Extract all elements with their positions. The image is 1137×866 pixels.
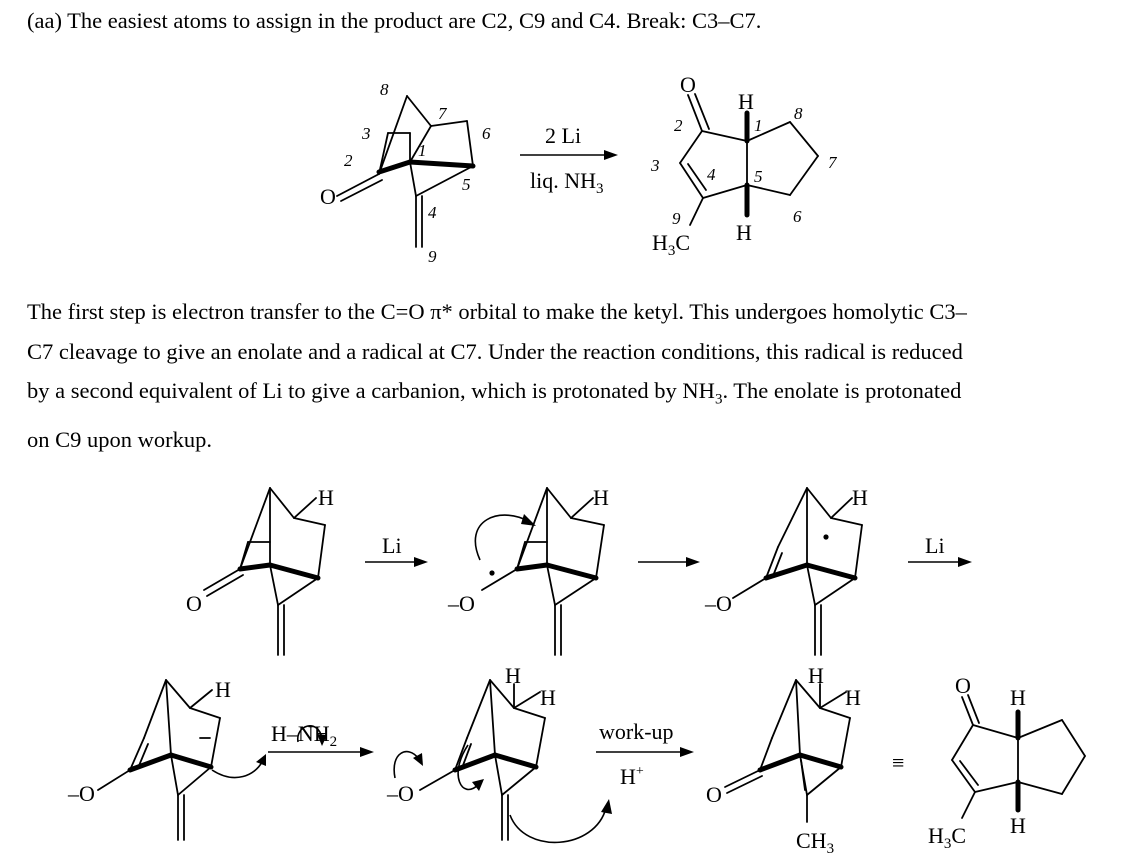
product-structure xyxy=(650,72,838,259)
atom-number: 3 xyxy=(651,156,660,175)
equivalence-symbol: ≡ xyxy=(892,750,905,775)
hydrogen-label: H xyxy=(540,685,556,710)
oxygen-label: O xyxy=(680,72,696,97)
workup-label: work-up xyxy=(599,719,674,744)
atom-number: 5 xyxy=(754,167,763,186)
reagent-ammonia: liq. $NH_3$ xyxy=(530,168,604,197)
reagent-lithium: Li xyxy=(925,533,945,558)
mechanism-structure-radical xyxy=(704,485,868,655)
hydrogen-label: H xyxy=(1010,685,1026,710)
paragraph-line: C7 cleavage to give an enolate and a radical at C7. Under the reaction conditions, this radical is reduced xyxy=(27,338,963,364)
hydrogen-label: H xyxy=(215,677,231,702)
atom-number: 4 xyxy=(428,203,437,222)
paragraph-line: on C9 upon workup. xyxy=(27,427,212,452)
hydrogen-label: H xyxy=(593,485,609,510)
reaction-arrow xyxy=(520,150,618,160)
paragraph-line: The first step is electron transfer to the C=O π* orbital to make the ketyl. This undergoes homolytic C3– xyxy=(27,299,967,324)
mechanism-structure-ketone xyxy=(186,485,334,655)
atom-number: 5 xyxy=(462,175,471,194)
atom-number: 2 xyxy=(344,151,353,170)
mechanism-structure-enolate xyxy=(386,663,612,842)
hydrogen-label: H xyxy=(808,663,824,688)
atom-number: 7 xyxy=(828,153,837,172)
atom-number: 2 xyxy=(674,116,683,135)
methyl-label: $CH_3$ xyxy=(796,828,835,857)
hydrogen-label: H xyxy=(736,220,752,245)
mechanism-structure-carbanion xyxy=(67,677,266,840)
hydrogen-label: H xyxy=(845,685,861,710)
hydrogen-label: H xyxy=(852,485,868,510)
reagent-lithium: Li xyxy=(382,533,402,558)
li-arrow-1 xyxy=(365,557,428,567)
starting-material-structure xyxy=(320,80,491,266)
reagent-ammonia: $H-NH_2$ xyxy=(271,721,338,750)
atom-number: 9 xyxy=(672,209,681,228)
workup-arrow xyxy=(596,747,694,757)
atom-number: 4 xyxy=(707,165,716,184)
oxygen-label: O xyxy=(186,591,202,616)
oxygen-label: O xyxy=(706,782,722,807)
hydrogen-label: H xyxy=(505,663,521,688)
atom-number: 6 xyxy=(482,124,491,143)
oxide-label: –O xyxy=(448,591,475,616)
mechanism-structure-flat-product xyxy=(928,673,1085,852)
atom-number: 1 xyxy=(418,141,427,160)
oxide-label: –O xyxy=(68,781,95,806)
methyl-label: $H_3C$ xyxy=(652,230,691,259)
proton-label: H+ xyxy=(620,764,644,789)
atom-number: 8 xyxy=(380,80,389,99)
atom-number: 8 xyxy=(794,104,803,123)
mechanism-structure-product xyxy=(706,663,861,857)
oxygen-label: O xyxy=(320,184,336,209)
section-heading: (aa) The easiest atoms to assign in the product are C2, C9 and C4. Break: C3–C7. xyxy=(27,8,762,33)
oxide-label: –O xyxy=(387,781,414,806)
atom-number: 1 xyxy=(754,116,763,135)
li-arrow-2 xyxy=(908,557,972,567)
atom-number: 7 xyxy=(438,104,447,123)
hydrogen-label: H xyxy=(1010,813,1026,838)
oxygen-label: O xyxy=(955,673,971,698)
methyl-label: $H_3C$ xyxy=(928,823,967,852)
explanation-paragraph xyxy=(27,292,1117,460)
reaction-arrow xyxy=(638,557,700,567)
hydrogen-label: H xyxy=(738,89,754,114)
oxide-label: –O xyxy=(705,591,732,616)
atom-number: 9 xyxy=(428,247,437,266)
paragraph-line: by a second equivalent of Li to give a carbanion, which is protonated by $NH_3$. The enolate is protonated xyxy=(27,378,962,408)
mechanism-structure-ketyl xyxy=(447,485,609,655)
reagent-lithium: 2 Li xyxy=(545,123,582,148)
atom-number: 6 xyxy=(793,207,802,226)
atom-number: 3 xyxy=(362,124,371,143)
hydrogen-label: H xyxy=(318,485,334,510)
